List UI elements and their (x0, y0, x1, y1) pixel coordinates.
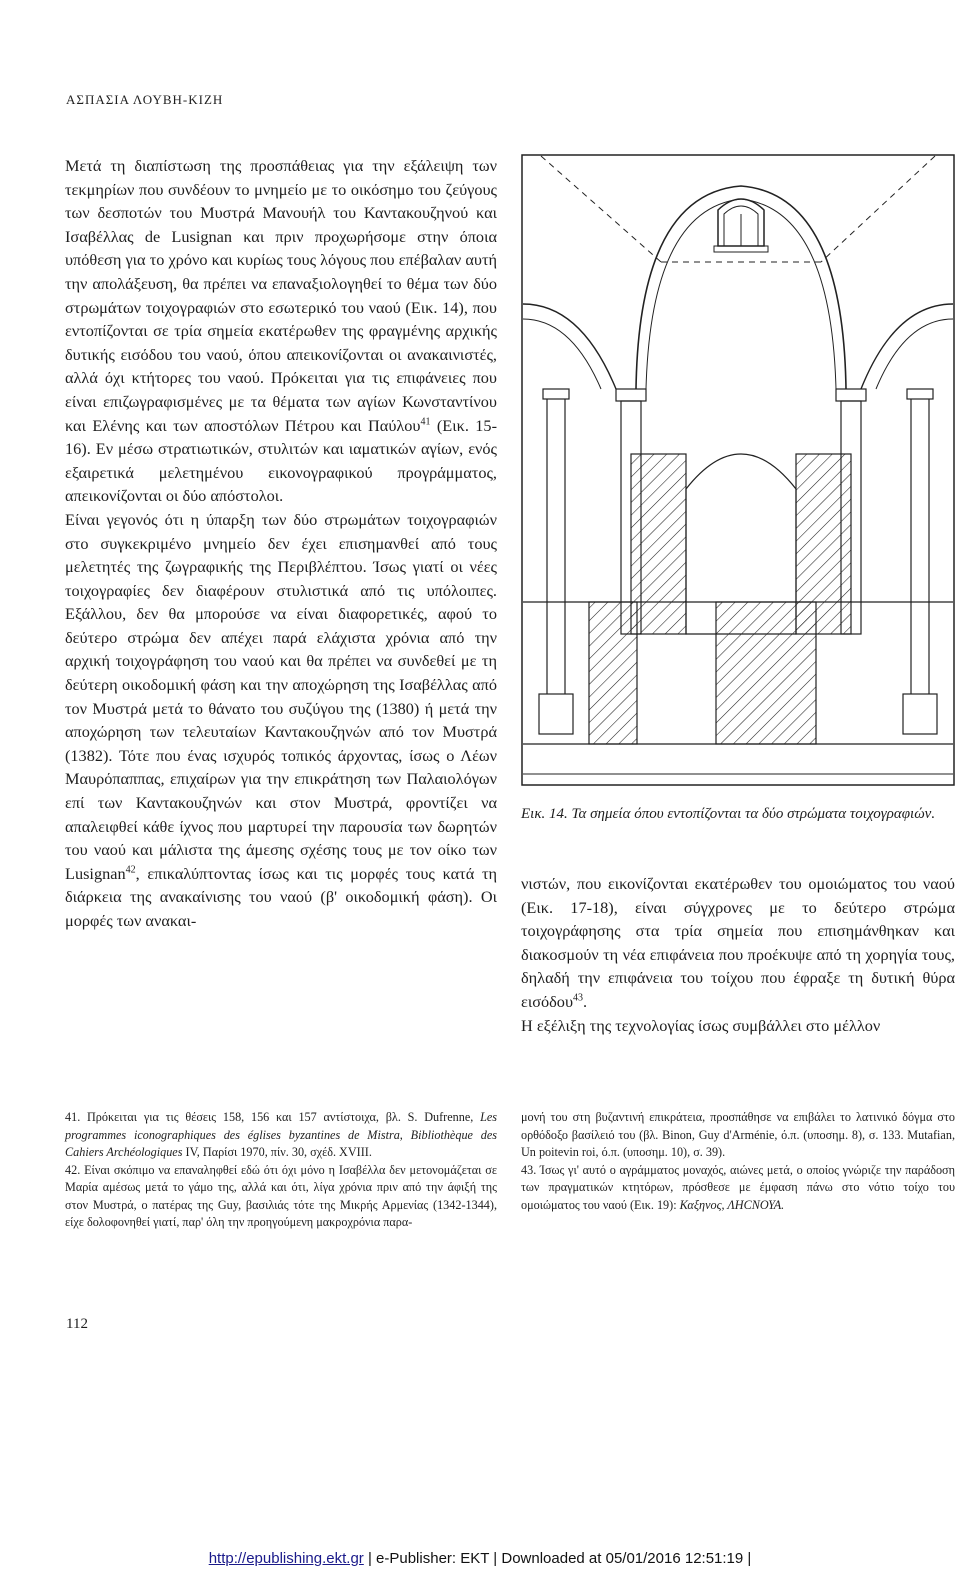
footnote-42: 42. Είναι σκόπιμο να επαναληφθεί εδώ ότι όχι μόνο η Ισαβέλλα δεν μετονομάζεται σε Μαρία αμέσως μετά το γάμο της, αλλά και ότι, λίγα χρόνια πριν από την άφιξή της στον Μυστρά, ο πατέρας της Guy, βασιλιάς τότε της Μικρής Αρμενίας (1342-1344), είχε δολοφονηθεί γιατί, παρ' όλη την προηγούμενη μακροχρόνια παρα- (65, 1162, 497, 1229)
footnote-ref-42[interactable]: 42 (125, 864, 136, 876)
left-column (65, 154, 497, 933)
footnote-42-continued: μονή του στη βυζαντινή επικράτεια, προσπάθησε να επιβάλει το λατινικό δόγμα στο ορθόδοξο βασίλειό του (βλ. Binon, Guy d'Arménie, ό.π. (υποσημ. 8), σ. 133. Mutafian, Un poitevin roi, ό.π. (υποσημ. 10), σ. 39). (521, 1110, 955, 1159)
architectural-drawing (521, 154, 955, 786)
paragraph-2: Είναι γεγονός ότι η ύπαρξη των δύο στρωμάτων τοιχογραφιών στο συγκεκριμένο μνημείο δεν έχει επισημανθεί από τους μελετητές της ζωγραφικής της Περιβλέπτου. Ίσως γιατί οι νέες τοιχογραφίες δεν διαφέρουν στυλιστικά από τις υπόλοιπες. Εξάλλου, δεν θα μπορούσε να είναι διαφορετικές, αφού το δεύτερο στρώμα δεν απέχει παρά ελάχιστα χρόνια από την αρχική τοιχογράφηση του ναού και θα πρέπει να συνδεθεί με τη δεύτερη οικοδομική φάση και την αποχώρηση της Ισαβέλλας από τον Μυστρά μετά το θάνατο του συζύγου της (1380) ή μετά την αποχώρηση των τελευταίων Καντακουζηνών από τον Μυστρά (1382). Τότε που ένας ισχυρός τοπικός άρχοντας, ίσως ο Λέων Μαυρόπαππας, επιχαίρων για την επικράτηση των Παλαιολόγων επί των Καντακουζηνών και στον Μυστρά, φροντίζει να απαλειφθεί κάθε ίχνος που μαρτυρεί την παρουσία των δωρητών του ναού και μάλιστα της άμεσης σχέσης τους με τον οίκο των Lusignan$^{42}$, επικαλύπτοντας ίσως και τις μορφές τους κατά τη διάρκεια της ανακαίνισης του ναού (β' οικοδομική φάση). Οι μορφές των ανακαι- (65, 509, 497, 930)
paragraph-3: Η εξέλιξη της τεχνολογίας ίσως συμβάλλει στο μέλλον (521, 1015, 881, 1035)
publisher-link[interactable]: http://epublishing.ekt.gr (208, 1550, 364, 1567)
paragraph-1: Μετά τη διαπίστωση της προσπάθειας για την εξάλειψη των τεκμηρίων που συνδέουν το μνημείο με το οικόσημο του ζεύγους των δεσποτών του Μυστρά Μανουήλ του Καντακουζηνού και Ισαβέλλας de Lusignan και πριν προχωρήσομε στην όποια υπόθεση για το χρόνο και κυρίως τους λόγους που επέβαλαν αυτή την απολάξευση, θα πρέπει να επαναξιολογηθεί το θέμα των δύο στρωμάτων τοιχογραφιών στο εσωτερικό του ναού (Εικ. 14), που εντοπίζονται σε τρία σημεία εκατέρωθεν της φραγμένης αρχικής δυτικής εισόδου του ναού, όπου απεικονίζονται οι ανακαινιστές, αλλά όχι κτήτορες του ναού. Πρόκειται για τις επιφάνειες που είναι επιζωγραφισμένες με τα θέματα των αγίων Κωνσταντίνου και Ελένης και των αποστόλων Πέτρου και Παύλου$^{41}$ (Εικ. 15-16). Εν μέσω στρατιωτικών, στυλιτών και ιαματικών αγίων, ενός εξαιρετικά μελετημένου εικονογραφικού προγράμματος, απεικονίζονται οι δύο απόστολοι. (65, 156, 497, 506)
figure-caption: Εικ. 14. Τα σημεία όπου εντοπίζονται τα δύο στρώματα τοιχογραφιών. (521, 806, 936, 822)
running-head: ΑΣΠΑΣΙΑ ΛΟΥΒΗ-ΚΙΖΗ (66, 92, 224, 107)
footnote-43: 43. Ίσως γι' αυτό ο αγράμματος μοναχός, αιώνες μετά, ο οποίος γνώριζε την παράδοση των πραγματικών κτητόρων, πρόσθεσε με έμφαση πάνω στο νότιο τοίχο του ομοιώματος του ναού (Εικ. 19): Καξηνος, ΛΗCΝΟΥΑ. (521, 1162, 955, 1212)
paragraph-continued: νιστών, που εικονίζονται εκατέρωθεν του ομοιώματος του ναού (Εικ. 17-18), είναι σύγχρονες με το δεύτερο στρώμα τοιχογράφησης στα τρία σημεία που επισημάνθηκαν και διακοσμούν τη νέα επιφάνεια που προέκυψε από τη χορηγία τους, δηλαδή την επιφάνεια του τοίχου που έφραξε τη δυτική θύρα εισόδου$^{43}$. (521, 874, 955, 1011)
figure-church-interior-drawing (521, 154, 955, 786)
footer-text: | e-Publisher: EKT | Downloaded at 05/01/2016 12:51:19 | (363, 1550, 752, 1567)
footnotes-left (65, 1109, 497, 1232)
footnote-ref-43[interactable]: 43 (573, 992, 584, 1004)
footnote-41: 41. Πρόκειται για τις θέσεις 158, 156 και 157 αντίστοιχα, βλ. S. Dufrenne, Les programmes iconographiques des églises byzantines de Mistra, Bibliothèque des Cahiers Archéologiques IV, Παρίσι 1970, πίν. 30, σχέδ. XVIII. (65, 1110, 497, 1159)
right-column (521, 872, 955, 1037)
footnote-ref-41[interactable]: 41 (420, 416, 431, 428)
page-number: 112 (66, 1316, 88, 1332)
footnotes-right (521, 1109, 955, 1214)
download-footer (0, 1550, 960, 1567)
